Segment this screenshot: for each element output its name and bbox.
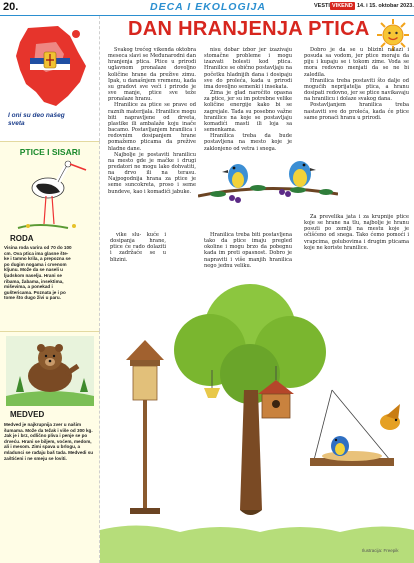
article-paragraph: nisu dobar izbor jer izazivaju stomačne probleme i mogu izazvati bolesti kod ptica. Hranilice se obično postavljaju na početku hladnijih dana i dosipaju sve do proleća, kada u prirodi ima dovoljno semenki i insekata. [204,47,292,90]
brand-vesti: VESTI [314,3,330,9]
article-paragraph: Za prevelika jata i za krupnije ptice koje se hrane na tlu, najbolje je hranu posuti po zemlji na mestu koje je očišćeno od snega. Tako ćemo pomoći i vrapcima, golubovima i drugim pticama koje ne koriste hranilice. [304,214,409,251]
bear-title: MEDVED [10,410,45,419]
article-paragraph: Hranilice za ptice se prave od raznih materijala. Hranilice mogu biti napravljene od drveta, plastike ili ambalaže koju inače bacamo. Postavljanjem hranilica i redovnim dosipanjem hrane pomažemo pticama da prežive hladne dane. [108,102,196,152]
article-paragraph: Najbolje je postaviti hranilicu na mesto gde je mačke i drugi predatori ne mogu lako dohvatiti, na drvo ili na terasu. Najpogodnija hrana za ptice je seme suncokreta, proso i seme bundeve, kao i komadići jabuke. [108,151,196,195]
sidebar-tagline: I oni su deo našeg sveta [8,112,65,127]
article-column-3 [304,47,409,121]
article-paragraph: Hranilica treba da bude postavljena na mesto koje je zaklonjeno od vetra i snega. [204,133,292,152]
page-number: 20. [3,1,19,13]
section-title: DECA I EKOLOGIJA [150,1,266,13]
sidebar-heading: PTICE I SISARI [19,147,81,157]
sidebar-bear-panel [0,331,100,563]
article-paragraph: Svakog trećeg vikenda oktobra meseca slavi se Međunarodni dan hranjenja ptica. Ptice u prirodi uglavnom pronalaze dovoljno količine hrane da preživе zimu. Ipak, u današnjem vremenu, kada su gradovi sve veći i prirode je sve manje, ptice sve teže pronalaze hranu. [108,47,196,103]
article-paragraph: Dobro je da se u blizini nalazi i posuda sa vodom, jer ptice moraju da piju i kupaju se i tokom zime. Voda se mora redovno menjati da se ne bi zaledila. [304,47,409,78]
stork-title: RODA [10,234,34,243]
stork-illustration [8,158,92,234]
article-paragraph: Hranilica treba biti postavljena tako da ptice imaju pregled okoline i mogu brzo da pobegnu kada im preti opasnost. Dobro je napraviti i više manjih hranilica nego jednu veliku. [204,232,292,269]
article-column-2 [204,47,292,152]
page-header [0,0,414,16]
article-paragraph: Postavljanjem hranilica treba nastaviti sve do proleća, kada će ptice same pronaći hranu u prirodi. [304,102,409,121]
brand-vikend-badge: VIKEND [332,3,353,9]
article-paragraph: Zima je glad naročito opasna za ptice, jer su im potrebne velike količine energije kako bi se zagrejale. Tada su posebno važne hranilice na koje se postavljaju komadići masti ili loja sa semenkama. [204,90,292,134]
sidebar-map-panel [0,16,100,141]
bear-illustration [6,336,94,406]
article-column-3-continued [304,214,409,251]
sidebar-stork-panel [0,141,100,331]
article-column-2-continued [204,232,292,269]
article-column-1-continued [110,232,166,263]
birds-on-branch-illustration [198,138,338,218]
serbia-map-illustration [6,22,94,110]
article-column-1 [108,47,196,195]
illustration-credit: Ilustracija: Freepik [362,548,399,553]
stork-description: Visina roda varira od 70 do 100 cm. Ova ptica ima glasne šte- ke i tamno krila, a prepozna se po dugim nogama i crvenom kljunu. Može da se naseli u ljudskom naselju. Hrani se ribama, žabama, insektima, miševima, a ponekad i guštericama. Poznata je i po tome što dugo živi u paru. [4,245,72,301]
bird-feeder-illustration [100,270,414,563]
bear-description: Medved je najkrupnija zver u našim šumama. Može da težak i više od 300 kg. Jak je i brz, odlično pliva i penje se po drveću. Hrani se biljem, voćem, medom, ali i mesom. Zimi spava u brlogu, a mladunci se rađaju baš tada. Medvedi su zaštićeni i ne smeju se loviti. [4,422,94,461]
article-title: DAN HRANJENJA PTICA [128,18,370,40]
issue-date: 14. i 15. oktobar 2023. [357,3,414,9]
article-paragraph: vike slu- kuće i dosipanja hrane, ptice će rado dolaziti i zadržaće se u blizini. [110,232,166,263]
article-paragraph: Hranilica treba postaviti što dalje od mogućih neprijatelja ptica, a hranu dosipati redovno, jer se ptice navikavaju na hranilicu i dolaze svakog dana. [304,77,409,103]
left-sidebar [0,16,100,563]
